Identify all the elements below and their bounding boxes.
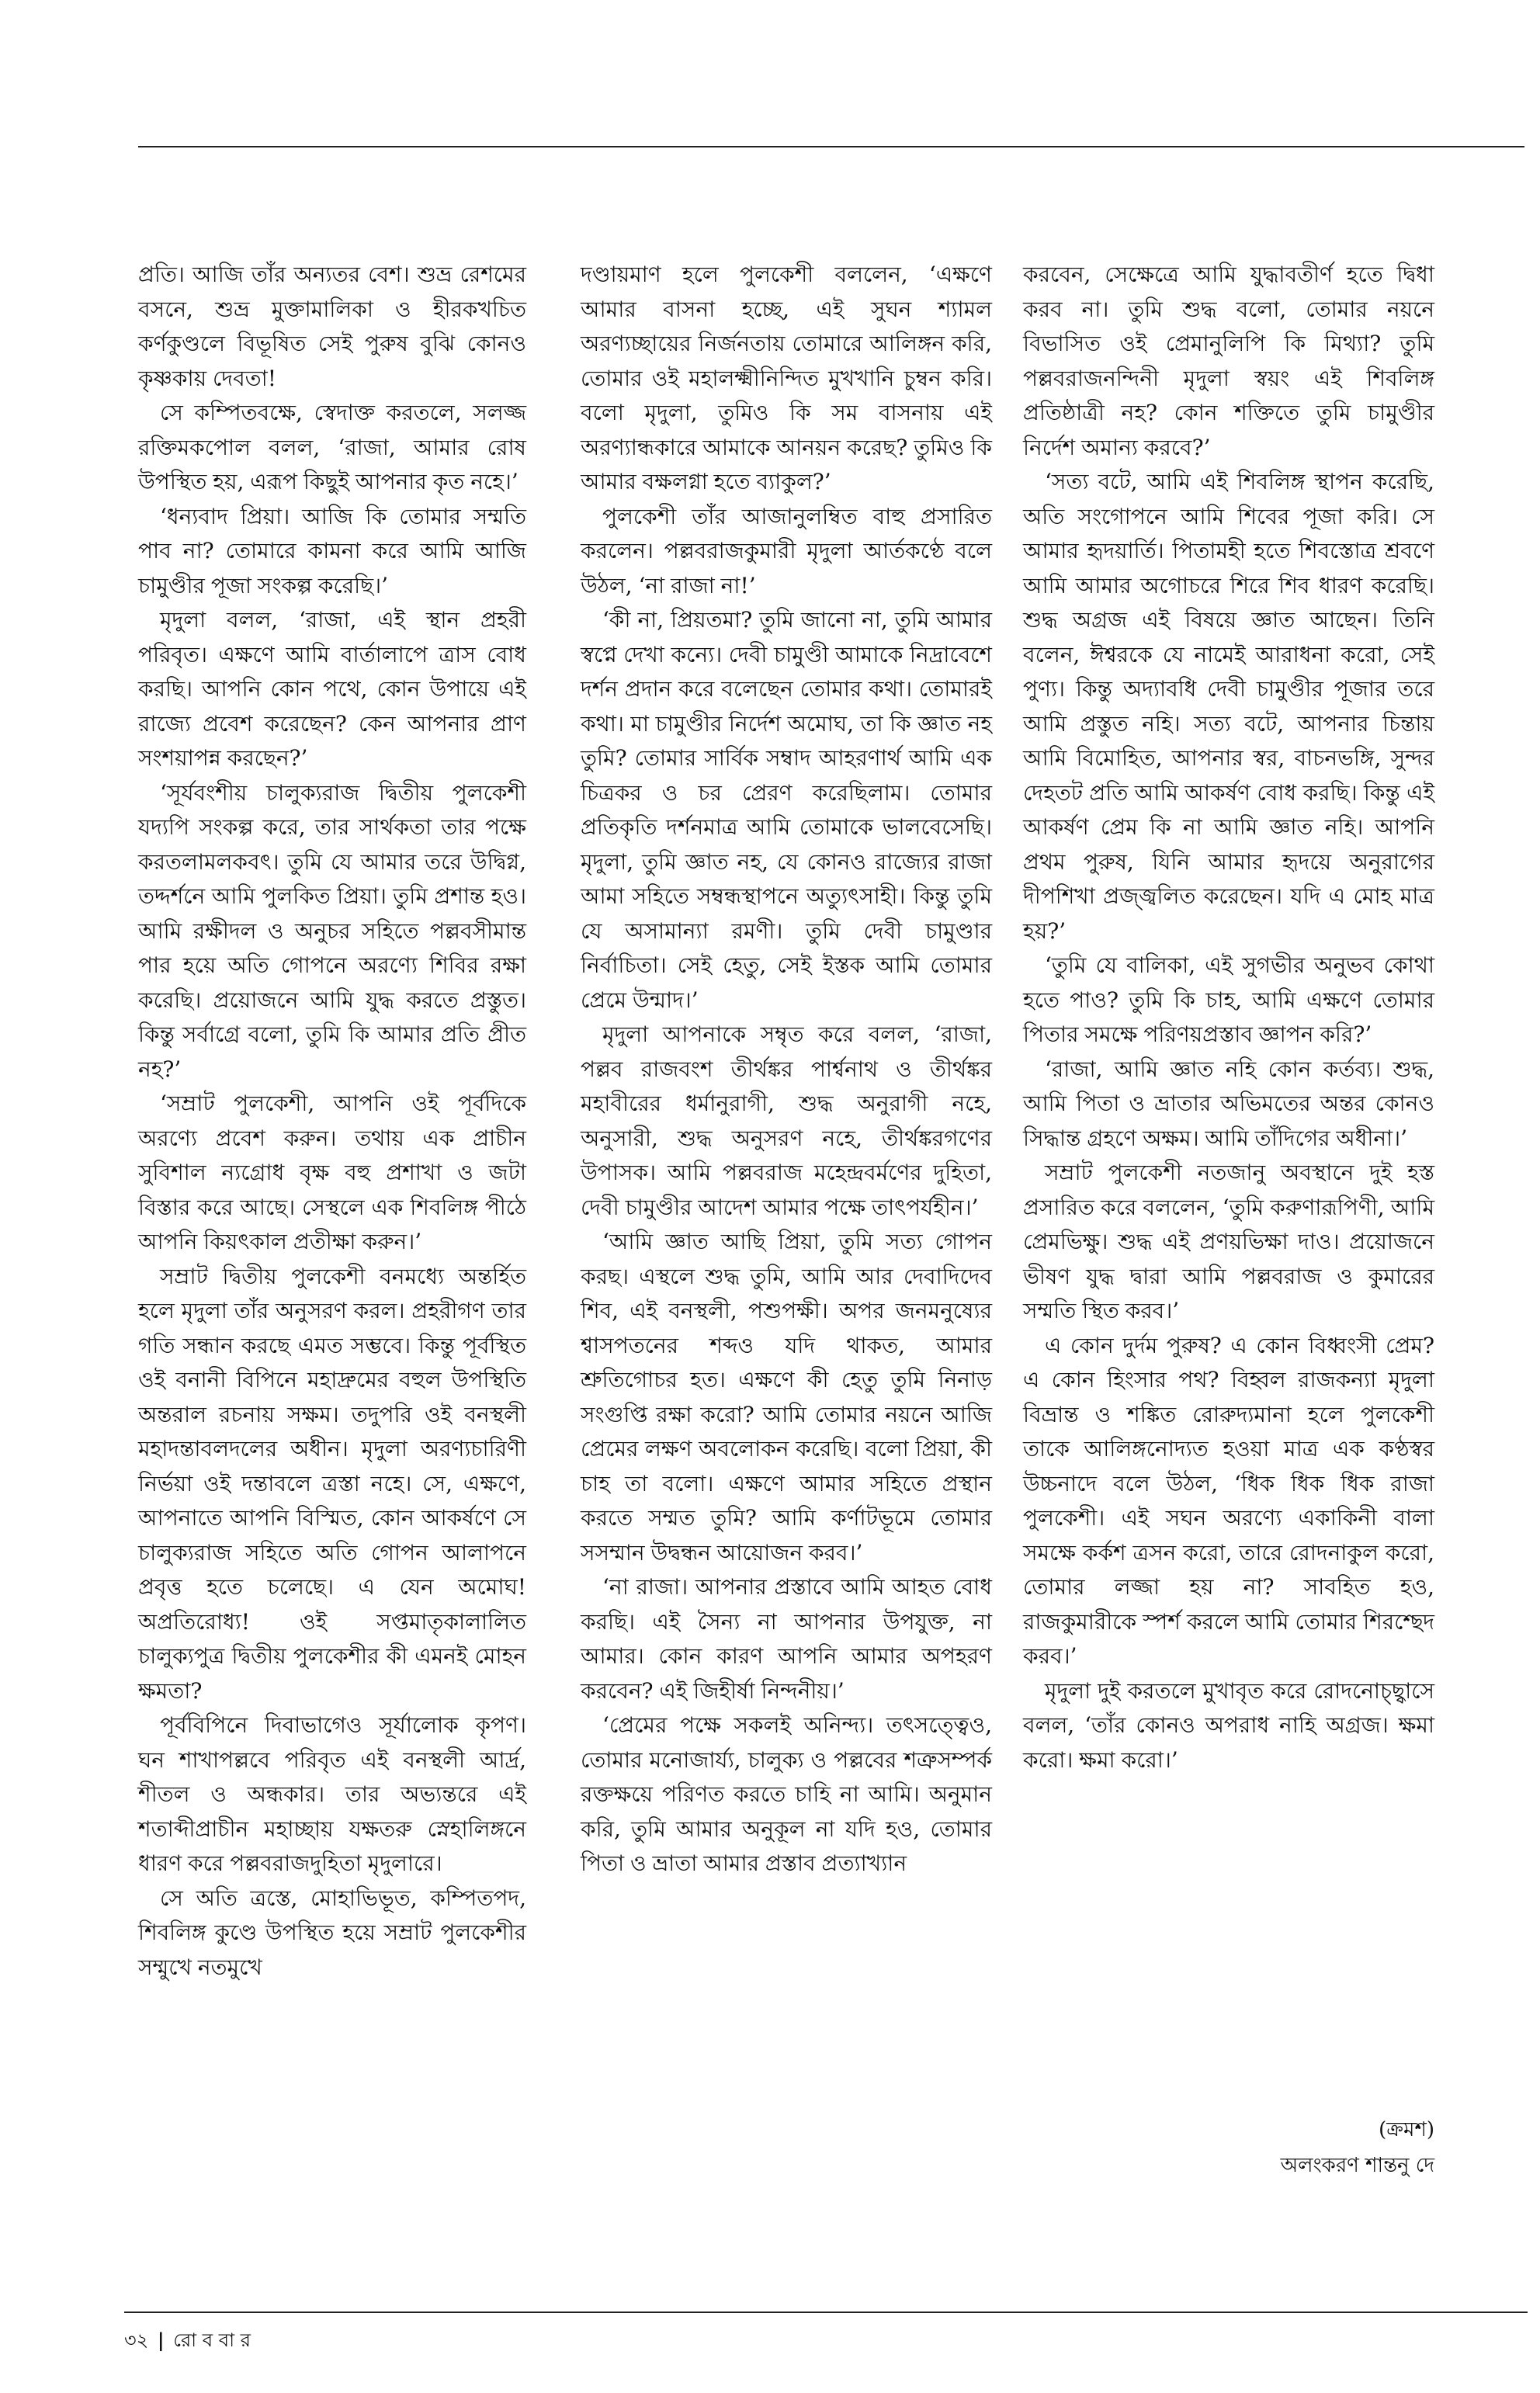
paragraph: মৃদুলা বলল, ‘রাজা, এই স্থান প্রহরী পরিবৃত। এক্ষণে আমি বার্তালাপে ত্রাস বোধ করছি। আপনি কোন পথে, কোন উপায়ে এই রাজ্যে প্রবেশ করেছেন? কেন আপনার প্রাণ সংশয়াপন্ন করছেন?’	[138, 607, 526, 771]
paragraph: সম্রাট দ্বিতীয় পুলকেশী বনমধ্যে অন্তর্হিত হলে মৃদুলা তাঁর অনুসরণ করল। প্রহরীগণ তার গতি সন্ধান করছে এমত সম্ভবে। কিন্তু পূর্বস্থিত ওই বনানী বিপিনে মহাদ্রুমের বহুল উপস্থিতি অন্তরাল রচনায় সক্ষম। তদুপরি ওই বনস্থলী মহাদন্তাবলদলের অধীন। মৃদুলা অরণ্যচারিণী নির্ভয়া ওই দন্তাবলে ত্রস্তা নহে। সে, এক্ষণে, আপনাতে আপনি বিস্মিত, কোন আকর্ষণে সে চালুক্যরাজ সহিতে অতি গোপন আলাপনে প্রবৃত্ত হতে চলেছে। এ যেন অমোঘ! অপ্রতিরোধ্য! ওই সপ্তমাতৃকালালিত চালুক্যপুত্র দ্বিতীয় পুলকেশীর কী এমনই মোহন ক্ষমতা?	[138, 1263, 526, 1704]
paragraph: ‘সূর্যবংশীয় চালুক্যরাজ দ্বিতীয় পুলকেশী যদ্যপি সংকল্প করে, তার সার্থকতা তার পক্ষে করতলামলকবৎ। তুমি যে আমার তরে উদ্বিগ্ন, তদ্দর্শনে আমি পুলকিত প্রিয়া। তুমি প্রশান্ত হও। আমি রক্ষীদল ও অনুচর সহিতে পল্লবসীমান্ত পার হয়ে অতি গোপনে অরণ্যে শিবির রক্ষা করেছি। প্রয়োজনে আমি যুদ্ধ করতে প্রস্তুত। কিন্তু সর্বাগ্রে বলো, তুমি কি আমার প্রতি প্রীত নহ?’	[138, 779, 526, 1082]
paragraph: ‘কী না, প্রিয়তমা? তুমি জানো না, তুমি আমার স্বপ্নে দেখা কন্যে। দেবী চামুণ্ডী আমাকে নিদ্রাবেশে দর্শন প্রদান করে বলেছেন তোমার কথা। তোমারই কথা। মা চামুণ্ডীর নির্দেশ অমোঘ, তা কি জ্ঞাত নহ তুমি? তোমার সার্বিক সম্বাদ আহরণার্থ আমি এক চিত্রকর ও চর প্রেরণ করেছিলাম। তোমার প্রতিকৃতি দর্শনমাত্র আমি তোমাকে ভালবেসেছি। মৃদুলা, তুমি জ্ঞাত নহ, যে কোনও রাজ্যের রাজা আমা সহিতে সম্বন্ধস্থাপনে অত্যুৎসাহী। কিন্তু তুমি যে অসামান্যা রমণী। তুমি দেবী চামুণ্ডার নির্বাচিতা। সেই হেতু, সেই ইস্তক আমি তোমার প্রেমে উন্মাদ।’	[581, 607, 992, 1013]
paragraph: দণ্ডায়মাণ হলে পুলকেশী বললেন, ‘এক্ষণে আমার বাসনা হচ্ছে, এই সুঘন শ্যামল অরণ্যচ্ছায়ের নির্জনতায় তোমারে আলিঙ্গন করি, তোমার ওই মহালক্ষ্মীনিন্দিত মুখখানি চুম্বন করি। বলো মৃদুলা, তুমিও কি সম বাসনায় এই অরণ্যান্ধকারে আমাকে আনয়ন করেছ? তুমিও কি আমার বক্ষলগ্না হতে ব্যাকুল?’	[581, 262, 992, 494]
paragraph: সম্রাট পুলকেশী নতজানু অবস্থানে দুই হস্ত প্রসারিত করে বললেন, ‘তুমি করুণারূপিণী, আমি প্রেমভিক্ষু। শুদ্ধ এই প্রণয়ভিক্ষা দাও। প্রয়োজনে ভীষণ যুদ্ধ দ্বারা আমি পল্লবরাজ ও কুমারের সম্মতি স্থিত করব।’	[1023, 1160, 1434, 1323]
paragraph: ‘সম্রাট পুলকেশী, আপনি ওই পূর্বদিকে অরণ্যে প্রবেশ করুন। তথায় এক প্রাচীন সুবিশাল ন্যগ্রোধ বৃক্ষ বহু প্রশাখা ও জটা বিস্তার করে আছে। সেস্থলে এক শিবলিঙ্গ পীঠে আপনি কিয়ৎকাল প্রতীক্ষা করুন।’	[138, 1091, 526, 1254]
paragraph: ‘আমি জ্ঞাত আছি প্রিয়া, তুমি সত্য গোপন করছ। এস্থলে শুদ্ধ তুমি, আমি আর দেবাদিদেব শিব, এই বনস্থলী, পশুপক্ষী। অপর জনমনুষ্যের শ্বাসপতনের শব্দও যদি থাকত, আমার শ্রুতিগোচর হত। এক্ষণে কী হেতু তুমি নিনাড় সংগুপ্তি রক্ষা করো? আমি তোমার নয়নে আজি প্রেমের লক্ষণ অবলোকন করেছি। বলো প্রিয়া, কী চাহ তা বলো। এক্ষণে আমার সহিতে প্রস্থান করতে সম্মত তুমি? আমি কর্ণাটভূমে তোমার সসম্মান উদ্বন্ধন আয়োজন করব।’	[581, 1229, 992, 1566]
column-1	[138, 258, 526, 1985]
page-number: ৩২	[124, 2329, 149, 2351]
column-2	[581, 258, 992, 1881]
paragraph: মৃদুলা আপনাকে সম্বৃত করে বলল, ‘রাজা, পল্লব রাজবংশ তীর্থঙ্কর পার্শ্বনাথ ও তীর্থঙ্কর মহাবীরের ধর্মানুরাগী, শুদ্ধ অনুরাগী নহে, অনুসারী, শুদ্ধ অনুসরণ নহে, তীর্থঙ্করগণের উপাসক। আমি পল্লবরাজ মহেন্দ্রবর্মণের দুহিতা, দেবী চামুণ্ডীর আদেশ আমার পক্ষে তাৎপর্যহীন।’	[581, 1021, 992, 1220]
continued-label: (ক্রমশ)	[1379, 2118, 1434, 2142]
paragraph: ‘তুমি যে বালিকা, এই সুগভীর অনুভব কোথা হতে পাও? তুমি কি চাহ, আমি এক্ষণে তোমার পিতার সমক্ষে পরিণয়প্রস্তাব জ্ঞাপন করি?’	[1023, 952, 1434, 1047]
paragraph: ‘সত্য বটে, আমি এই শিবলিঙ্গ স্থাপন করেছি, অতি সংগোপনে আমি শিবের পূজা করি। সে আমার হৃদয়ার্তি। পিতামহী হতে শিবস্তোত্র শ্রবণে আমি আমার অগোচরে শিরে শিব ধারণ করেছি। শুদ্ধ অগ্রজ এই বিষয়ে জ্ঞাত আছেন। তিনি বলেন, ঈশ্বরকে যে নামেই আরাধনা করো, সেই পুণ্য। কিন্তু অদ্যাবধি দেবী চামুণ্ডীর পূজার তরে আমি প্রস্তুত নহি। সত্য বটে, আপনার চিন্তায় আমি বিমোহিত, আপনার স্বর, বাচনভঙ্গি, সুন্দর দেহতট প্রতি আমি আকর্ষণ বোধ করছি। কিন্তু এই আকর্ষণ প্রেম কি না আমি জ্ঞাত নহি। আপনি প্রথম পুরুষ, যিনি আমার হৃদয়ে অনুরাগের দীপশিখা প্রজ্জ্বলিত করেছেন। যদি এ মোহ মাত্র হয়?’	[1023, 469, 1434, 944]
top-rule	[138, 146, 1524, 147]
paragraph: সে অতি ত্রস্তে, মোহাভিভূত, কম্পিতপদ, শিবলিঙ্গ কুণ্ডে উপস্থিত হয়ে সম্রাট পুলকেশীর সম্মুখে নতমুখে	[138, 1885, 526, 1980]
paragraph: ‘না রাজা। আপনার প্রস্তাবে আমি আহত বোধ করছি। এই সৈন্য না আপনার উপযুক্ত, না আমার। কোন কারণ আপনি আমার অপহরণ করবেন? এই জিহীর্ষা নিন্দনীয়।’	[581, 1574, 992, 1704]
paragraph: প্রতি। আজি তাঁর অন্যতর বেশ। শুভ্র রেশমের বসনে, শুভ্র মুক্তামালিকা ও হীরকখচিত কর্ণকুণ্ডলে বিভূষিত সেই পুরুষ বুঝি কোনও কৃষ্ণকায় দেবতা!	[138, 262, 526, 391]
paragraph: করবেন, সেক্ষেত্রে আমি যুদ্ধাবতীর্ণ হতে দ্বিধা করব না। তুমি শুদ্ধ বলো, তোমার নয়নে বিভাসিত ওই প্রেমানুলিপি কি মিথ্যা? তুমি পল্লবরাজনন্দিনী মৃদুলা স্বয়ং এই শিবলিঙ্গ প্রতিষ্ঠাত্রী নহ? কোন শক্তিতে তুমি চামুণ্ডীর নির্দেশ অমান্য করবে?’	[1023, 262, 1434, 460]
paragraph: পুলকেশী তাঁর আজানুলম্বিত বাহু প্রসারিত করলেন। পল্লবরাজকুমারী মৃদুলা আর্তকণ্ঠে বলে উঠল, ‘না রাজা না!’	[581, 503, 992, 598]
paragraph: এ কোন দুর্দম পুরুষ? এ কোন বিধ্বংসী প্রেম? এ কোন হিংসার পথ? বিহ্বল রাজকন্যা মৃদুলা বিভ্রান্ত ও শঙ্কিত রোরুদ্যমানা হলে পুলকেশী তাকে আলিঙ্গনোদ্যত হওয়া মাত্র এক কণ্ঠস্বর উচ্চনাদে বলে উঠল, ‘ধিক ধিক ধিক রাজা পুলকেশী। এই সঘন অরণ্যে একাকিনী বালা সমক্ষে কর্কশ ত্রসন করো, তারে রোদনাকুল করো, তোমার লজ্জা হয় না? সাবহিত হও, রাজকুমারীকে স্পর্শ করলে আমি তোমার শিরশ্ছেদ করব।’	[1023, 1332, 1434, 1669]
bottom-rule	[124, 2311, 1528, 2313]
paragraph: ‘ধন্যবাদ প্রিয়া। আজি কি তোমার সম্মতি পাব না? তোমারে কামনা করে আমি আজি চামুণ্ডীর পূজা সংকল্প করেছি।’	[138, 503, 526, 598]
footer-separator: |	[157, 2329, 165, 2351]
paragraph: সে কম্পিতবক্ষে, স্বেদাক্ত করতলে, সলজ্জ রক্তিমকপোল বলল, ‘রাজা, আমার রোষ উপস্থিত হয়, এরূপ কিছুই আপনার কৃত নহে।’	[138, 400, 526, 494]
magazine-name: রো ব বা র	[173, 2329, 251, 2351]
illustration-credit: অলংকরণ শান্তনু দে	[1280, 2154, 1434, 2177]
paragraph: ‘প্রেমের পক্ষে সকলই অনিন্দ্য। তৎসত্ত্বেও, তোমার মনোজার্য্য, চালুক্য ও পল্লবের শত্রুসম্পর্ক রক্তক্ষয়ে পরিণত করতে চাহি না আমি। অনুমান করি, তুমি আমার অনুকূল না যদি হও, তোমার পিতা ও ভ্রাতা আমার প্রস্তাব প্রত্যাখ্যান	[581, 1712, 992, 1876]
column-3	[1023, 258, 1434, 1777]
paragraph: ‘রাজা, আমি জ্ঞাত নহি কোন কর্তব্য। শুদ্ধ, আমি পিতা ও ভ্রাতার অভিমতের অন্তর কোনও সিদ্ধান্ত গ্রহণে অক্ষম। আমি তাঁদিগের অধীনা।’	[1023, 1056, 1434, 1151]
page-footer	[124, 2327, 251, 2353]
paragraph: পূর্ববিপিনে দিবাভাগেও সূর্যালোক কৃপণ। ঘন শাখাপল্লবে পরিবৃত এই বনস্থলী আর্দ্র, শীতল ও অন্ধকার। তার অভ্যন্তরে এই শতাব্দীপ্রাচীন মহাচ্ছায় যক্ষতরু স্নেহালিঙ্গনে ধারণ করে পল্লবরাজদুহিতা মৃদুলারে।	[138, 1712, 526, 1876]
paragraph: মৃদুলা দুই করতলে মুখাবৃত করে রোদনোচ্ছ্বাসে বলল, ‘তাঁর কোনও অপরাধ নাহি অগ্রজ। ক্ষমা করো। ক্ষমা করো।’	[1023, 1677, 1434, 1773]
